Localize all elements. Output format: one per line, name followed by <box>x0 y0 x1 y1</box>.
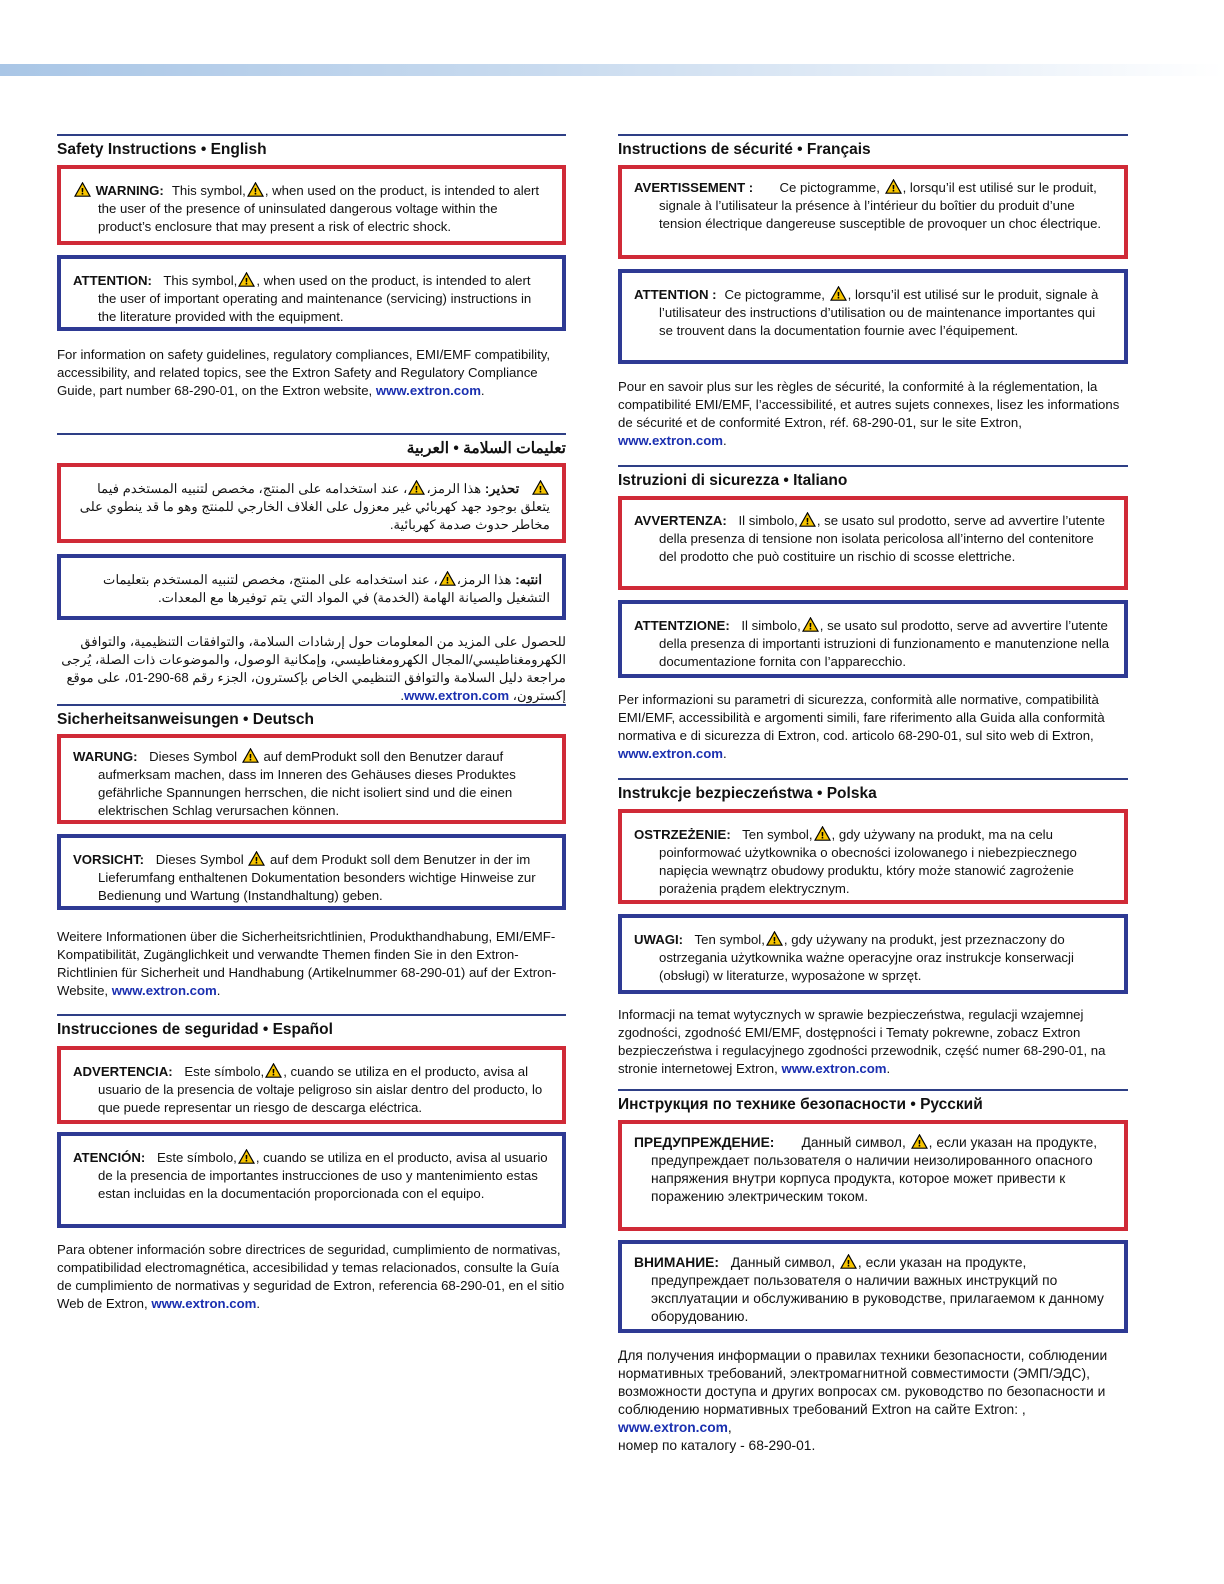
section-rule <box>57 1014 566 1016</box>
extron-website-link[interactable]: www.extron.com <box>618 433 724 448</box>
warning-triangle-icon <box>74 182 91 197</box>
warning-box-russian: ПРЕДУПРЕЖДЕНИЕ: Данный символ, ! , если указан на продукте, предупреждает пользователя о наличии неизолированного опасного напряжения внутри корпуса продукта, которое может привести к поражению электрическим током. <box>618 1120 1128 1231</box>
warning-box-arabic: ! تحذير: هذا الرمز، ! ، عند استخدامه على المنتج، مخصص لتنبيه المستخدم فيما يتعلق بوجود جهد كهربائي غير معزول على الغلاف الخارجي للمنتج وهو ما قد ينطوي على مخاطر حدوث صدمة كهربائية. <box>57 463 566 543</box>
info-paragraph-russian: Для получения информации о правилах техники безопасности, соблюдении нормативных требований, электромагнитной совместимости (ЭМП/ЭДС), возможности доступа и других вопросах см. руководство по безопасности и соблюдению нормативных требований Extron на сайте Extron: , www.extron.com, номер по каталогу - 68-290-01. <box>618 1348 1108 1453</box>
section-german <box>57 704 566 729</box>
section-arabic <box>57 433 566 458</box>
warning-label: OSTRZEŻENIE: <box>634 827 731 842</box>
warning-triangle-icon <box>238 1149 255 1164</box>
warning-triangle-icon <box>802 617 819 632</box>
svg-text:!: ! <box>772 935 777 946</box>
section-polish <box>618 778 1128 803</box>
section-rule <box>618 134 1128 136</box>
catalog-number: номер по каталогу - 68-290-01. <box>618 1438 816 1453</box>
warning-box-italian: AVVERTENZA: Il simbolo, ! , se usato sul prodotto, serve ad avvertire l’utente della presenza di tensione non isolata pericolosa all’interno del contenitore del prodotto che può costituire un rischio di scosse elettriche. <box>618 496 1128 590</box>
attention-box-english: ATTENTION: This symbol, ! , when used on the product, is intended to alert the user of important operating and maintenance (servicing) instructions in the literature provided with the equipment. <box>57 255 566 331</box>
attention-box-russian: ВНИМАНИЕ: Данный символ, ! , если указан на продукте, предупреждает пользователя о наличии важных инструкций по эксплуатации и обслуживанию в руководстве, прилагаемом к данному оборудованию. <box>618 1240 1128 1333</box>
attention-label: VORSICHT: <box>73 852 145 867</box>
section-heading: Instrucciones de seguridad • Español <box>57 1021 333 1038</box>
attention-label: انتبه: <box>515 572 542 587</box>
warning-triangle-icon <box>830 286 847 301</box>
svg-text:!: ! <box>836 290 841 301</box>
extron-website-link[interactable]: www.extron.com <box>111 983 217 998</box>
svg-text:!: ! <box>253 186 258 197</box>
svg-text:!: ! <box>80 186 85 197</box>
svg-text:!: ! <box>254 855 259 866</box>
warning-box-polish: OSTRZEŻENIE: Ten symbol, ! , gdy używany na produkt, ma na celu poinformować użytkownika o obecności izolowanego i niebezpiecznego napięcia wewnątrz obudowy produktu, który może stanowić zagrożenie porażenia prądem elektrycznym. <box>618 809 1128 904</box>
info-paragraph-italian: Per informazioni su parametri di sicurezza, conformità alle normative, compatibilità EMI/EMF, accessibilità e argomenti simili, fare riferimento alla Guida alla conformità normativa e di sicurezza di Extron, cod. articolo 68-290-01, sul sito web di Extron, www.extron.com. <box>618 692 1105 761</box>
attention-box-french: ATTENTION : Ce pictogramme, ! , lorsqu’il est utilisé sur le produit, signale à l’utilisateur des instructions d’utilisation ou de maintenance importantes qui se trouvent dans la documentation fournie avec l’équipement. <box>618 269 1128 364</box>
info-paragraph-french: Pour en savoir plus sur les règles de sécurité, la conformité à la réglementation, la compatibilité EMI/EMF, l’accessibilité, et autres sujets connexes, lisez les informations de sécurité et de conformité Extron, réf. 68-290-01, sur le site Extron, www.extron.com. <box>618 379 1120 448</box>
header-gradient-bar <box>0 64 1224 76</box>
info-paragraph-german: Weitere Informationen über die Sicherheitsrichtlinien, Produkthandhabung, EMI/EMF-Kompatibilität, Zugänglichkeit und verwandte Themen finden Sie in den Extron-Richtlinien für Sicherheit und Handhabung (Artikelnummer 68-290-01) auf der Extron-Website, www.extron.com. <box>57 929 557 998</box>
warning-label: AVVERTENZA: <box>634 513 727 528</box>
warning-triangle-icon <box>532 480 549 495</box>
section-rule <box>618 778 1128 780</box>
warning-box-spanish: ADVERTENCIA: Este símbolo, ! , cuando se utiliza en el producto, avisa al usuario de la presencia de voltaje peligroso sin aislar dentro del producto, lo que puede representar un riesgo de descarga eléctrica. <box>57 1046 566 1124</box>
warning-triangle-icon <box>840 1254 857 1269</box>
extron-website-link[interactable]: www.extron.com <box>781 1061 887 1076</box>
extron-website-link[interactable]: www.extron.com <box>618 1420 728 1435</box>
section-heading: Instrukcje bezpieczeństwa • Polska <box>618 785 877 802</box>
attention-box-german: VORSICHT: Dieses Symbol ! auf dem Produkt soll dem Benutzer in der im Lieferumfang enthaltenen Dokumentation besonders wichtige Hinweise zur Bedienung und Wartung (Instandhaltung) geben. <box>57 834 566 910</box>
section-rule <box>57 134 566 136</box>
warning-triangle-icon <box>814 826 831 841</box>
section-heading: Istruzioni di sicurezza • Italiano <box>618 472 848 489</box>
svg-text:!: ! <box>244 276 249 287</box>
section-english <box>57 134 566 159</box>
warning-box-french: AVERTISSEMENT : Ce pictogramme, ! , lorsqu’il est utilisé sur le produit, signale à l’utilisateur la présence à l’intérieur du boîtier du produit d’une tension électrique dangereuse susceptible de provoquer un choc électrique. <box>618 165 1128 259</box>
info-paragraph-arabic: للحصول على المزيد من المعلومات حول إرشادات السلامة، والتوافقات التنظيمية، والتوافق الكهرومغناطيسي/المجال الكهرومغناطيسي، وإمكانية الوصول، والموضوعات ذات الصلة، يُرجى مراجعة دليل السلامة والتوافق التنظيمي الخاص بإكسترون، الجزء رقم 68-290-01، على موقع إكسترون، www.extron.com. <box>61 634 566 703</box>
warning-triangle-icon <box>885 179 902 194</box>
info-paragraph-english: For information on safety guidelines, regulatory compliances, EMI/EMF compatibility, accessibility, and related topics, see the Extron Safety and Regulatory Compliance Guide, part number 68-290-01, on the Extron website, www.extron.com. <box>57 347 551 398</box>
warning-label: ADVERTENCIA: <box>73 1064 173 1079</box>
section-rule <box>57 704 566 706</box>
section-rule <box>618 465 1128 467</box>
warning-triangle-icon <box>238 272 255 287</box>
svg-text:!: ! <box>414 484 420 495</box>
svg-text:!: ! <box>808 621 813 632</box>
warning-triangle-icon <box>248 851 265 866</box>
svg-text:!: ! <box>891 183 896 194</box>
section-heading: Instructions de sécurité • Français <box>618 141 871 158</box>
svg-text:!: ! <box>538 484 543 495</box>
section-french <box>618 134 1128 159</box>
warning-triangle-icon <box>439 571 456 586</box>
warning-box-german: WARUNG: Dieses Symbol ! auf demProdukt soll den Benutzer darauf aufmerksam machen, dass im Inneren des Gehäuses dieses Produktes gefährliche Spannungen herrschen, die nicht isoliert sind und die einen elektrischen Schlag verursachen können. <box>57 734 566 824</box>
attention-label: ВНИМАНИЕ: <box>634 1255 719 1270</box>
warning-triangle-icon <box>265 1063 282 1078</box>
attention-box-italian: ATTENTZIONE: Il simbolo, ! , se usato sul prodotto, serve ad avvertire l’utente della presenza di importanti istruzioni di funzionamento e manutenzione nella documentazione fornita con l’apparecchio. <box>618 600 1128 678</box>
section-heading: Sicherheitsanweisungen • Deutsch <box>57 711 314 728</box>
section-heading: Инструкция по технике безопасности • Русский <box>618 1096 983 1113</box>
svg-text:!: ! <box>819 830 825 841</box>
svg-text:!: ! <box>445 575 450 586</box>
attention-label: ATTENTION : <box>634 287 717 302</box>
attention-label: ATENCIÓN: <box>73 1150 146 1165</box>
warning-triangle-icon <box>242 748 259 763</box>
section-rule <box>57 433 566 435</box>
extron-website-link[interactable]: www.extron.com <box>618 746 724 761</box>
warning-triangle-icon <box>408 480 425 495</box>
info-paragraph-polish: Informacji na temat wytycznych w sprawie bezpieczeństwa, regulacji wzajemnej zgodności, zgodność EMI/EMF, dostępności i Tematy pokrewne, zobacz Extron bezpieczeństwa i regulacyjnego zgodności przewodnik, część numer 68-290-01, na stronie internetowej Extron, www.extron.com. <box>618 1007 1106 1076</box>
svg-text:!: ! <box>244 1153 249 1164</box>
extron-website-link[interactable]: www.extron.com <box>404 688 510 703</box>
attention-label: ATTENTION: <box>73 273 152 288</box>
warning-triangle-icon <box>766 931 783 946</box>
svg-text:!: ! <box>271 1067 276 1078</box>
warning-label: تحذير: <box>484 481 520 496</box>
warning-label: WARUNG: <box>73 749 138 764</box>
section-italian <box>618 465 1128 490</box>
extron-website-link[interactable]: www.extron.com <box>375 383 481 398</box>
svg-text:!: ! <box>917 1138 922 1149</box>
extron-website-link[interactable]: www.extron.com <box>151 1296 257 1311</box>
warning-triangle-icon <box>911 1134 928 1149</box>
warning-label: AVERTISSEMENT : <box>634 180 754 195</box>
info-paragraph-spanish: Para obtener información sobre directrices de seguridad, cumplimiento de normativas, compatibilidad electromagnética, accesibilidad y temas relacionados, consulte la Guía de cumplimiento de normativas y seguridad de Extron, referencia 68-290-01, en el sitio Web de Extron, www.extron.com. <box>57 1242 565 1311</box>
attention-box-arabic: انتبه: هذا الرمز، ! ، عند استخدامه على المنتج، مخصص لتنبيه المستخدم بتعليمات التشغيل والصيانة الهامة (الخدمة) في المواد التي يتم توفيرها مع المعدات. <box>57 554 566 620</box>
section-heading: Safety Instructions • English <box>57 141 267 158</box>
warning-label: ПРЕДУПРЕЖДЕНИЕ: <box>634 1135 775 1150</box>
section-heading: تعليمات السلامة • العربية <box>406 440 566 457</box>
attention-label: ATTENTZIONE: <box>634 618 730 633</box>
attention-label: UWAGI: <box>634 932 684 947</box>
warning-label: WARNING: <box>95 183 164 198</box>
attention-box-polish: UWAGI: Ten symbol, ! , gdy używany na produkt, jest przeznaczony do ostrzegania użytkownika ważne operacyjne oraz instrukcje konserwacji (obsługi) w literaturze, wyposażone w sprzęt. <box>618 914 1128 994</box>
warning-box-english: ! WARNING: This symbol, ! , when used on the product, is intended to alert the user of the presence of uninsulated dangerous voltage within the product’s enclosure that may present a risk of electric shock. <box>57 165 566 245</box>
section-rule <box>618 1089 1128 1091</box>
warning-triangle-icon <box>247 182 264 197</box>
warning-triangle-icon <box>799 512 816 527</box>
svg-text:!: ! <box>805 516 810 527</box>
section-spanish <box>57 1014 566 1039</box>
attention-box-spanish: ATENCIÓN: Este símbolo, ! , cuando se utiliza en el producto, avisa al usuario de la presencia de importantes instrucciones de uso y mantenimiento estas estan incluidas en la documentación proporcionada con el equipo. <box>57 1132 566 1228</box>
svg-text:!: ! <box>248 752 253 763</box>
svg-text:!: ! <box>846 1258 851 1269</box>
section-russian <box>618 1089 1128 1114</box>
